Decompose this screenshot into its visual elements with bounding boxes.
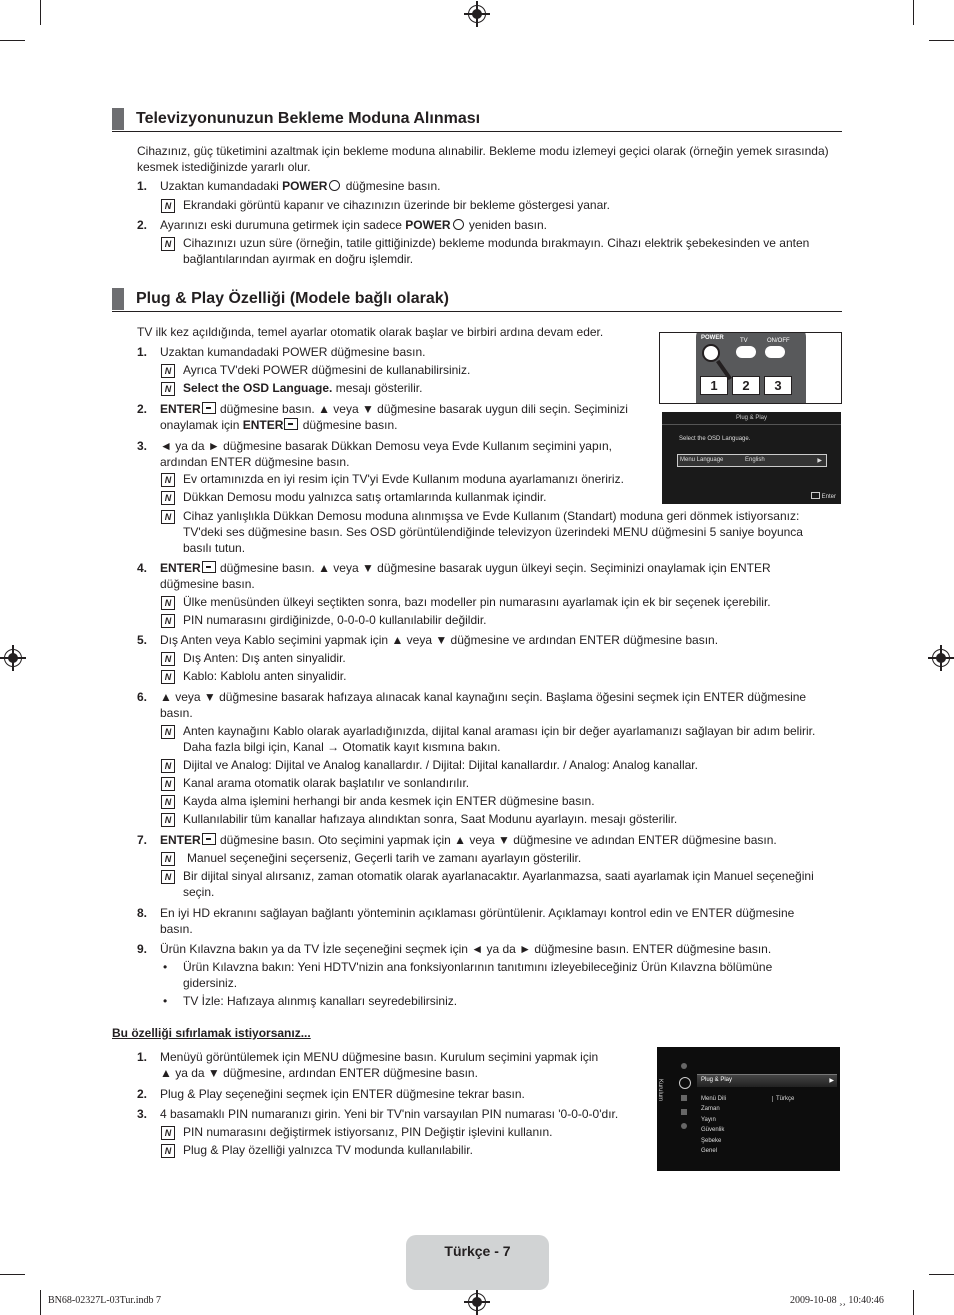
enter-icon <box>202 402 216 414</box>
print-date-label: 2009-10-08 ¸¸ 10:40:46 <box>790 1295 884 1306</box>
support-icon <box>681 1123 687 1129</box>
onoff-button <box>765 346 785 358</box>
section-title-text: Plug & Play Özelliği (Modele bağlı olarak) <box>136 290 449 307</box>
step-text: ENTER düğmesine basın. Oto seçimini yapmak için ▲ veya ▼ düğmesine ve adından ENTER düğmesine basın. <box>160 833 777 847</box>
note-text: seçin. <box>183 885 215 899</box>
note-icon: N <box>161 510 175 524</box>
step-text: 4 basamaklı PIN numaranızı girin. Yeni bir TV'nin varsayılan PIN numarası '0-0-0-0'dır. <box>160 1107 619 1121</box>
note-icon: N <box>161 1126 175 1140</box>
bullet-icon: • <box>163 994 168 1008</box>
step-text: Uzaktan kumandadaki POWER düğmesine basın. <box>160 345 426 359</box>
note-text: Bir dijital sinyal alırsanız, zaman otomatik olarak ayarlanacaktır. Ayarlanmazsa, saati ayarlamak için Manuel seçeneğini <box>183 869 814 883</box>
enter-icon <box>202 833 216 845</box>
enter-icon <box>284 418 298 430</box>
crop-mark <box>40 0 41 25</box>
step-number: 1. <box>137 179 148 193</box>
input-icon <box>681 1109 687 1115</box>
step-text: Plug & Play seçeneğini seçmek için ENTER düğmesine tekrar basın. <box>160 1087 525 1101</box>
step-text: ▲ ya da ▼ düğmesine, ardından ENTER düğmesine basın. <box>160 1066 478 1080</box>
osd-screen-language <box>662 412 841 504</box>
note-text: Dükkan Demosu modu yalnızca satış ortamlarında kullanmak içindir. <box>183 490 547 504</box>
intro-text: Cihazınız, güç tüketimini azaltmak için bekleme moduna alınabilir. Bekleme modu izlemeyi geçici olarak (örneğin yemek sırasında) <box>137 144 829 158</box>
osd-enter-hint: Enter <box>811 492 836 500</box>
registration-mark-icon <box>468 1293 486 1311</box>
note-text: Ekrandaki görüntü kapanır ve cihazınızın üzerinde bir bekleme göstergesi yanar. <box>183 198 610 212</box>
note-text: bağlantılarından ayırmak en doğru işlemdir. <box>183 252 414 266</box>
step-text: Dış Anten veya Kablo seçimini yapmak için ▲ veya ▼ düğmesine ve ardından ENTER düğmesine basın. <box>160 633 719 647</box>
note-icon: N <box>161 491 175 505</box>
note-text: Ülke menüsünden ülkeyi seçtikten sonra, bazı modeller pin numarasını ayarlamak için ek bir seçenek içerebilir. <box>183 595 771 609</box>
power-label: POWER <box>701 335 724 341</box>
step-number: 1. <box>137 1050 148 1064</box>
note-icon: N <box>161 473 175 487</box>
osd-row: Genel <box>701 1148 718 1154</box>
step-text: Ürün Kılavzna bakın ya da TV İzle seçeneğini seçmek için ◄ ya da ► düğmesine basın. ENTER düğmesine basın. <box>160 942 772 956</box>
osd-prompt: Select the OSD Language. <box>679 436 751 442</box>
osd-row: Yayın <box>701 1117 716 1123</box>
note-icon: N <box>161 652 175 666</box>
step-number: 2. <box>137 1087 148 1101</box>
step-number: 2. <box>137 402 148 416</box>
osd-row: Menü Dili <box>701 1096 727 1102</box>
title-bar-marker <box>112 108 124 130</box>
step-text: En iyi HD ekranını sağlayan bağlantı yönteminin açıklaması görüntülenir. Açıklamayı kontrol edin ve ENTER düğmesine <box>160 906 795 920</box>
crop-mark <box>0 1274 25 1275</box>
print-file-label: BN68-02327L-03Tur.indb 7 <box>48 1295 161 1306</box>
step-text: ENTER düğmesine basın. ▲ veya ▼ düğmesine basarak uygun dili seçin. Seçiminizi <box>160 402 628 416</box>
crop-mark <box>929 1274 954 1275</box>
step-text: ardından ENTER düğmesine basın. <box>160 455 350 469</box>
step-text: basın. <box>160 706 193 720</box>
note-text: basılı tutun. <box>183 541 246 555</box>
crop-mark <box>929 40 954 41</box>
note-icon: N <box>161 364 175 378</box>
note-text: Cihaz yanlışlıkla Dükkan Demosu moduna alınmışsa ve Evde Kullanım (Standart) moduna geri dönmek istiyorsanız: <box>183 509 800 523</box>
osd-title: Plug & Play <box>735 415 768 421</box>
title-rule <box>112 311 842 312</box>
step-text: ENTER düğmesine basın. ▲ veya ▼ düğmesine basarak uygun ülkeyi seçin. Seçiminizi onaylamak için ENTER <box>160 561 771 575</box>
intro-text: TV ilk kez açıldığında, temel ayarlar otomatik olarak başlar ve birbiri ardına devam eder. <box>137 325 604 339</box>
note-text: Anten kaynağını Kablo olarak ayarladığınızda, dijital kanal araması için bir değer ayarlamanızı sağlayan bir adım belirir. <box>183 724 816 738</box>
bullet-icon: • <box>163 960 168 974</box>
step-number: 5. <box>137 633 148 647</box>
step-text: ▲ veya ▼ düğmesine basarak hafızaya alınacak kanal kaynağını seçin. Başlama öğesini seçmek için ENTER düğmesine <box>160 690 807 704</box>
step-text: düğmesine basın. <box>160 577 255 591</box>
step-number: 3. <box>137 1107 148 1121</box>
step-number: 4. <box>137 561 148 575</box>
picture-icon <box>681 1063 687 1069</box>
osd-screen-setup-menu <box>657 1047 840 1171</box>
intro-text: kesmek istediğinizde yararlı olur. <box>137 160 311 174</box>
remote-illustration <box>659 332 842 404</box>
step-number: 1. <box>137 345 148 359</box>
note-text: Daha fazla bilgi için, Kanal → Otomatik kayıt kısmına bakın. <box>183 740 501 754</box>
crop-mark <box>913 1290 914 1315</box>
osd-divider <box>662 424 841 425</box>
crop-mark <box>0 40 25 41</box>
note-text: Dış Anten: Dış anten sinyalidir. <box>183 651 346 665</box>
note-text: Select the OSD Language. mesajı gösterilir. <box>183 381 423 395</box>
note-icon: N <box>161 813 175 827</box>
bullet-text: gidersiniz. <box>183 976 238 990</box>
channel-icon <box>681 1095 687 1101</box>
note-icon: N <box>161 870 175 884</box>
step-number: 7. <box>137 833 148 847</box>
page-number-label: Türkçe - 7 <box>444 1243 511 1259</box>
note-text: Plug & Play özelliği yalnızca TV modunda kullanılabilir. <box>183 1143 473 1157</box>
menu-icon-column <box>679 1063 691 1137</box>
crop-mark <box>913 0 914 25</box>
note-text: PIN numarasını girdiğinizde, 0-0-0-0 kullanılabilir değildir. <box>183 613 487 627</box>
title-bar-marker <box>112 288 124 310</box>
setup-icon <box>679 1077 691 1089</box>
step-number: 3. <box>137 439 148 453</box>
step-text: onaylamak için ENTER düğmesine basın. <box>160 418 398 432</box>
note-icon: N <box>161 1144 175 1158</box>
note-icon: N <box>161 670 175 684</box>
step-text: Menüyü görüntülemek için MENU düğmesine basın. Kurulum seçimini yapmak için <box>160 1050 599 1064</box>
note-text: Kablo: Kablolu anten sinyalidir. <box>183 669 347 683</box>
step-number: 2. <box>137 218 148 232</box>
note-icon: N <box>161 852 175 866</box>
note-text: Kullanılabilir tüm kanallar hafızaya alındıktan sonra, Saat Modunu ayarlayın. mesajı gösterilir. <box>183 812 678 826</box>
osd-row: Zaman <box>701 1106 720 1112</box>
step-text: ◄ ya da ► düğmesine basarak Dükkan Demosu veya Evde Kullanım seçimini yapın, <box>160 439 612 453</box>
note-text: Kayda alma işlemini herhangi bir anda kesmek için ENTER düğmesine basın. <box>183 794 595 808</box>
key-2: 2 <box>732 376 760 395</box>
step-text: Uzaktan kumandadaki POWER düğmesine basın. <box>160 179 441 193</box>
note-icon: N <box>161 199 175 213</box>
note-icon: N <box>161 596 175 610</box>
osd-row-value: Türkçe <box>772 1096 794 1102</box>
power-button <box>702 344 720 362</box>
note-text: Cihazınızı uzun süre (örneğin, tatile gittiğinizde) bekleme modunda bırakmayın. Cihazı elektrik şebekesinden ve anten <box>183 236 810 250</box>
note-text: TV'deki ses düğmesine basın. Ses OSD görüntülendiğinde televizyon üzerindeki MENU düğmesini 5 saniye boyunca <box>183 525 803 539</box>
tv-label: TV <box>740 338 748 344</box>
osd-row: Güvenlik <box>701 1127 725 1133</box>
osd-selected-item: Plug & Play ▶ <box>697 1074 837 1087</box>
note-icon: N <box>161 382 175 396</box>
osd-side-label: Kurulum <box>657 1078 664 1102</box>
registration-mark-icon <box>468 5 486 23</box>
registration-mark-icon <box>932 649 950 667</box>
note-icon: N <box>161 237 175 251</box>
step-number: 9. <box>137 942 148 956</box>
note-text: PIN numarasını değiştirmek istiyorsanız, PIN Değiştir işlevini kullanın. <box>183 1125 553 1139</box>
note-icon: N <box>161 725 175 739</box>
osd-language-field: Menu Language English ▶ <box>677 454 827 467</box>
arrow-right-icon: ▶ <box>829 1078 834 1084</box>
section-title-text: Televizyonunuzun Bekleme Moduna Alınması <box>136 110 481 127</box>
crop-mark <box>40 1290 41 1315</box>
osd-row: Şebeke <box>701 1138 722 1144</box>
note-text: Manuel seçeneğini seçerseniz, Geçerli tarih ve zamanı ayarlayın gösterilir. <box>187 851 582 865</box>
step-number: 6. <box>137 690 148 704</box>
note-icon: N <box>161 777 175 791</box>
note-text: Ayrıca TV'deki POWER düğmesini de kullanabilirsiniz. <box>183 363 471 377</box>
bullet-text: Ürün Kılavzna bakın: Yeni HDTV'nizin ana fonksiyonlarının tanıtımını izleyebileceğiniz Ürün Kılavzna bölümüne <box>183 960 773 974</box>
arrow-right-icon: ▶ <box>817 458 822 464</box>
reset-heading: Bu özelliği sıfırlamak istiyorsanız... <box>112 1026 311 1040</box>
tv-button <box>736 346 756 358</box>
key-1: 1 <box>700 376 728 395</box>
step-text: basın. <box>160 922 193 936</box>
registration-mark-icon <box>4 649 22 667</box>
key-3: 3 <box>764 376 792 395</box>
enter-icon <box>811 492 820 499</box>
note-icon: N <box>161 614 175 628</box>
title-rule <box>112 131 842 132</box>
note-text: Kanal arama otomatik olarak başlatılır ve sonlandırılır. <box>183 776 470 790</box>
note-icon: N <box>161 795 175 809</box>
bullet-text: TV İzle: Hafızaya alınmış kanalları seyredebilirsiniz. <box>183 994 458 1008</box>
power-icon <box>453 219 464 230</box>
onoff-label: ON/OFF <box>767 338 790 344</box>
note-text: Ev ortamınızda en iyi resim için TV'yi Evde Kullanım moduna ayarlamanızı öneririz. <box>183 472 624 486</box>
enter-icon <box>202 561 216 573</box>
note-text: Dijital ve Analog: Dijital ve Analog kanallardır. / Dijital: Dijital kanallardır. / Analog: Analog kanallar. <box>183 758 698 772</box>
power-icon <box>329 180 340 191</box>
step-text: Ayarınızı eski durumuna getirmek için sadece POWER yeniden basın. <box>160 218 547 232</box>
note-icon: N <box>161 759 175 773</box>
step-number: 8. <box>137 906 148 920</box>
